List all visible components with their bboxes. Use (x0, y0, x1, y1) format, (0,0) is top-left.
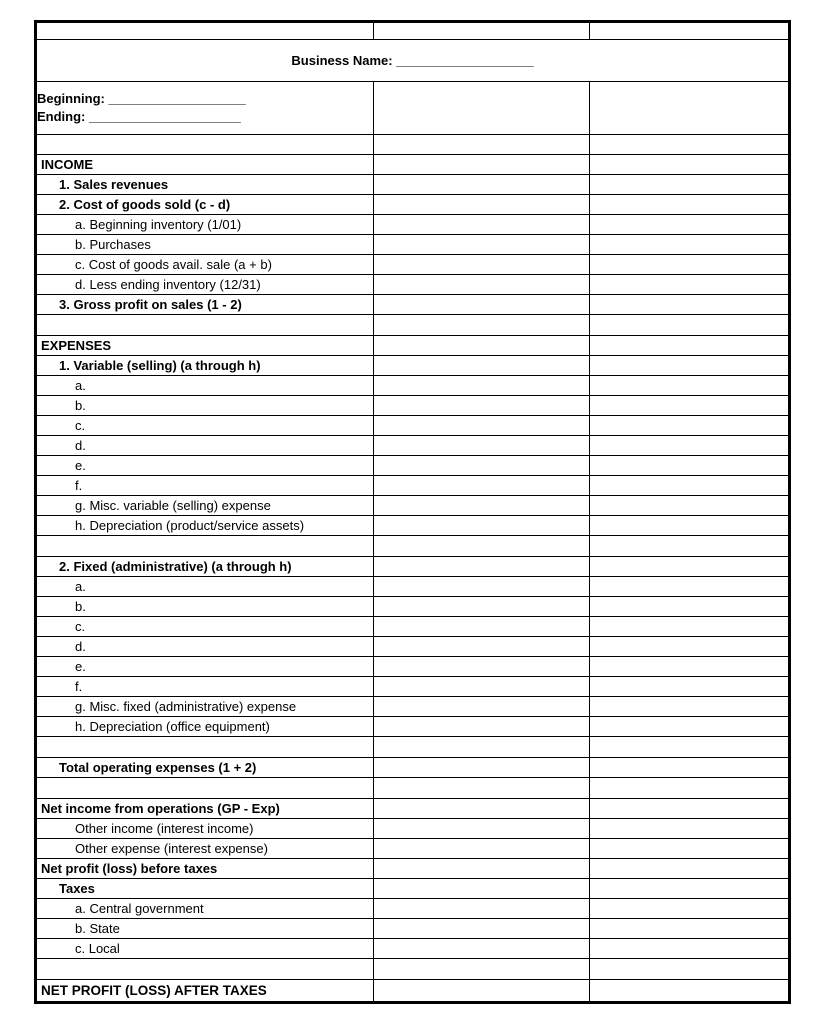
table-row (36, 195, 790, 215)
value-cell[interactable] (374, 516, 590, 536)
table-row (36, 758, 790, 778)
table-row (36, 919, 790, 939)
blocked-value-cell (590, 717, 790, 737)
label-cell (36, 859, 374, 879)
row-label: Other income (interest income) (75, 820, 254, 836)
label-cell (36, 235, 374, 255)
blocked-value-cell (590, 657, 790, 677)
spacer-row (36, 959, 790, 980)
label-cell (36, 155, 374, 175)
label-cell (36, 819, 374, 839)
blocked-value-cell (374, 295, 590, 315)
spacer-cell (590, 959, 790, 980)
row-label: INCOME (41, 156, 93, 172)
blocked-value-cell (590, 416, 790, 436)
value-cell[interactable] (374, 577, 590, 597)
beginning-label: Beginning: (37, 91, 105, 106)
label-cell (36, 577, 374, 597)
blocked-value-cell (374, 859, 590, 879)
table-row (36, 657, 790, 677)
spacer-cell (374, 959, 590, 980)
spacer-row (36, 778, 790, 799)
label-cell (36, 456, 374, 476)
blocked-value-cell (590, 496, 790, 516)
blocked-value-cell (590, 275, 790, 295)
row-label: c. Local (75, 940, 120, 956)
table-row (36, 799, 790, 819)
row-label: b. State (75, 920, 120, 936)
label-cell (36, 919, 374, 939)
value-cell[interactable] (590, 839, 790, 859)
row-label: b. (75, 598, 86, 614)
value-cell[interactable] (374, 496, 590, 516)
label-cell (36, 737, 374, 758)
period-cell (36, 82, 374, 135)
label-cell (36, 697, 374, 717)
value-cell[interactable] (374, 899, 590, 919)
label-cell (36, 336, 374, 356)
label-cell (36, 959, 374, 980)
value-cell[interactable] (374, 396, 590, 416)
row-label: f. (75, 678, 83, 694)
value-cell[interactable] (374, 275, 590, 295)
label-cell (36, 175, 374, 195)
row-label: b. Purchases (75, 236, 151, 252)
value-cell[interactable] (590, 175, 790, 195)
table-row (36, 336, 790, 356)
label-cell (36, 516, 374, 536)
row-label: 2. Cost of goods sold (c - d) (59, 196, 231, 212)
ending-label: Ending: (37, 109, 86, 124)
value-cell[interactable] (374, 82, 590, 135)
value-cell[interactable] (590, 919, 790, 939)
row-label: f. (75, 477, 83, 493)
blocked-value-cell (374, 839, 590, 859)
row-label: d. Less ending inventory (12/31) (75, 276, 261, 292)
row-label: g. Misc. variable (selling) expense (75, 497, 271, 513)
table-row (36, 717, 790, 737)
table-row (36, 879, 790, 899)
table-row (36, 295, 790, 315)
label-cell (36, 939, 374, 959)
table-row (36, 235, 790, 255)
spacer-cell (590, 778, 790, 799)
label-cell (36, 295, 374, 315)
empty-cell (374, 135, 590, 155)
empty-cell (374, 22, 590, 40)
blocked-value-cell (590, 235, 790, 255)
label-cell (36, 637, 374, 657)
label-cell (36, 436, 374, 456)
value-cell[interactable] (374, 677, 590, 697)
value-cell[interactable] (374, 376, 590, 396)
beginning-blank[interactable]: ___________________ (108, 91, 246, 106)
row-label: a. (75, 578, 86, 594)
label-cell (36, 275, 374, 295)
row-label: a. (75, 377, 86, 393)
row-label: Net profit (loss) before taxes (41, 860, 218, 876)
blocked-value-cell (590, 516, 790, 536)
beginning-line (37, 90, 373, 108)
table-row (36, 215, 790, 235)
spacer-cell (590, 737, 790, 758)
row-label: Other expense (interest expense) (75, 840, 268, 856)
blocked-value-cell (590, 577, 790, 597)
table-row (36, 356, 790, 376)
business-name-cell (36, 40, 790, 82)
table-row (36, 516, 790, 536)
blocked-value-cell (374, 195, 590, 215)
value-cell[interactable] (590, 295, 790, 315)
table-row (36, 980, 790, 1003)
row-label: g. Misc. fixed (administrative) expense (75, 698, 297, 714)
row-label: 2. Fixed (administrative) (a through h) (59, 558, 292, 574)
row-label: c. Cost of goods avail. sale (a + b) (75, 256, 272, 272)
spacer-cell (374, 778, 590, 799)
table-row (36, 577, 790, 597)
value-cell[interactable] (374, 919, 590, 939)
row-label: h. Depreciation (product/service assets) (75, 517, 305, 533)
table-row (36, 456, 790, 476)
label-cell (36, 617, 374, 637)
table-row (36, 557, 790, 577)
table-row (36, 617, 790, 637)
empty-cell (36, 135, 374, 155)
blocked-value-cell (590, 376, 790, 396)
blocked-value-cell (590, 396, 790, 416)
label-cell (36, 476, 374, 496)
row-label: e. (75, 658, 86, 674)
blocked-value-cell (590, 336, 790, 356)
value-cell[interactable] (590, 980, 790, 1003)
row-label: h. Depreciation (office equipment) (75, 718, 270, 734)
table-row (36, 839, 790, 859)
header-empty-row (36, 22, 790, 40)
blocked-value-cell (374, 155, 590, 175)
empty-cell (36, 22, 374, 40)
label-cell (36, 758, 374, 778)
label-cell (36, 255, 374, 275)
value-cell[interactable] (590, 939, 790, 959)
label-cell (36, 195, 374, 215)
value-cell[interactable] (374, 617, 590, 637)
blocked-value-cell (590, 255, 790, 275)
row-label: d. (75, 437, 86, 453)
row-label: EXPENSES (41, 337, 112, 353)
value-cell[interactable] (374, 436, 590, 456)
table-row (36, 496, 790, 516)
table-row (36, 416, 790, 436)
row-label: c. (75, 417, 86, 433)
spacer-cell (590, 315, 790, 336)
value-cell[interactable] (374, 637, 590, 657)
row-label: 1. Sales revenues (59, 176, 169, 192)
label-cell (36, 899, 374, 919)
value-cell[interactable] (374, 657, 590, 677)
value-cell[interactable] (590, 356, 790, 376)
label-cell (36, 980, 374, 1003)
label-cell (36, 657, 374, 677)
business-name-label: Business Name: (291, 52, 393, 68)
table-row (36, 859, 790, 879)
label-cell (36, 557, 374, 577)
blocked-value-cell (590, 215, 790, 235)
business-name-row (36, 40, 790, 82)
label-cell (36, 315, 374, 336)
label-cell (36, 799, 374, 819)
row-label: 1. Variable (selling) (a through h) (59, 357, 261, 373)
blocked-value-cell (374, 819, 590, 839)
row-label: c. (75, 618, 86, 634)
label-cell (36, 879, 374, 899)
blocked-value-cell (374, 980, 590, 1003)
table-row (36, 899, 790, 919)
label-cell (36, 496, 374, 516)
row-label: e. (75, 457, 86, 473)
spacer-row (36, 315, 790, 336)
label-cell (36, 536, 374, 557)
value-cell[interactable] (374, 476, 590, 496)
blocked-value-cell (590, 697, 790, 717)
blocked-value-cell (590, 155, 790, 175)
label-cell (36, 215, 374, 235)
table-row (36, 275, 790, 295)
blocked-value-cell (590, 637, 790, 657)
table-row (36, 396, 790, 416)
row-label: a. Beginning inventory (1/01) (75, 216, 242, 232)
blank-row (36, 135, 790, 155)
blocked-value-cell (590, 617, 790, 637)
label-cell (36, 376, 374, 396)
blocked-value-cell (374, 879, 590, 899)
row-label: Taxes (59, 880, 95, 896)
value-cell[interactable] (590, 557, 790, 577)
spacer-row (36, 536, 790, 557)
profit-loss-form-table (34, 20, 791, 1004)
label-cell (36, 717, 374, 737)
row-label: a. Central government (75, 900, 204, 916)
table-row (36, 255, 790, 275)
label-cell (36, 839, 374, 859)
value-cell[interactable] (590, 799, 790, 819)
value-cell[interactable] (374, 939, 590, 959)
table-row (36, 677, 790, 697)
row-label: Net income from operations (GP - Exp) (41, 800, 280, 816)
table-row (36, 819, 790, 839)
table-row (36, 175, 790, 195)
value-cell[interactable] (374, 597, 590, 617)
value-cell[interactable] (374, 215, 590, 235)
blocked-value-cell (374, 336, 590, 356)
business-name-blank[interactable]: ___________________ (396, 52, 534, 68)
value-cell[interactable] (590, 758, 790, 778)
row-label: Total operating expenses (1 + 2) (59, 759, 257, 775)
value-cell[interactable] (374, 255, 590, 275)
value-cell[interactable] (590, 899, 790, 919)
label-cell (36, 597, 374, 617)
value-cell[interactable] (590, 819, 790, 839)
spacer-cell (590, 536, 790, 557)
table-row (36, 939, 790, 959)
ending-blank[interactable]: _____________________ (89, 109, 241, 124)
spacer-cell (374, 315, 590, 336)
spacer-row (36, 737, 790, 758)
blocked-value-cell (374, 799, 590, 819)
blocked-value-cell (590, 476, 790, 496)
label-cell (36, 416, 374, 436)
row-label: NET PROFIT (LOSS) AFTER TAXES (41, 982, 267, 998)
row-label: d. (75, 638, 86, 654)
label-cell (36, 356, 374, 376)
blocked-value-cell (590, 677, 790, 697)
row-label: 3. Gross profit on sales (1 - 2) (59, 296, 242, 312)
table-row (36, 436, 790, 456)
table-row (36, 155, 790, 175)
value-cell[interactable] (374, 235, 590, 255)
value-cell[interactable] (374, 416, 590, 436)
value-cell[interactable] (374, 717, 590, 737)
blocked-value-cell (374, 356, 590, 376)
value-cell[interactable] (374, 456, 590, 476)
value-cell[interactable] (590, 859, 790, 879)
blocked-value-cell (590, 597, 790, 617)
label-cell (36, 677, 374, 697)
blocked-value-cell (590, 456, 790, 476)
value-cell[interactable] (590, 195, 790, 215)
blocked-value-cell (374, 175, 590, 195)
blocked-value-cell (374, 758, 590, 778)
empty-cell (590, 135, 790, 155)
table-row (36, 597, 790, 617)
spacer-cell (374, 536, 590, 557)
ending-line (37, 108, 373, 126)
spacer-cell (374, 737, 590, 758)
value-cell[interactable] (590, 82, 790, 135)
value-cell[interactable] (374, 697, 590, 717)
table-row (36, 637, 790, 657)
period-row (36, 82, 790, 135)
table-row (36, 476, 790, 496)
blocked-value-cell (590, 879, 790, 899)
table-row (36, 697, 790, 717)
empty-cell (590, 22, 790, 40)
blocked-value-cell (374, 557, 590, 577)
blocked-value-cell (590, 436, 790, 456)
label-cell (36, 396, 374, 416)
label-cell (36, 778, 374, 799)
row-label: b. (75, 397, 86, 413)
table-row (36, 376, 790, 396)
